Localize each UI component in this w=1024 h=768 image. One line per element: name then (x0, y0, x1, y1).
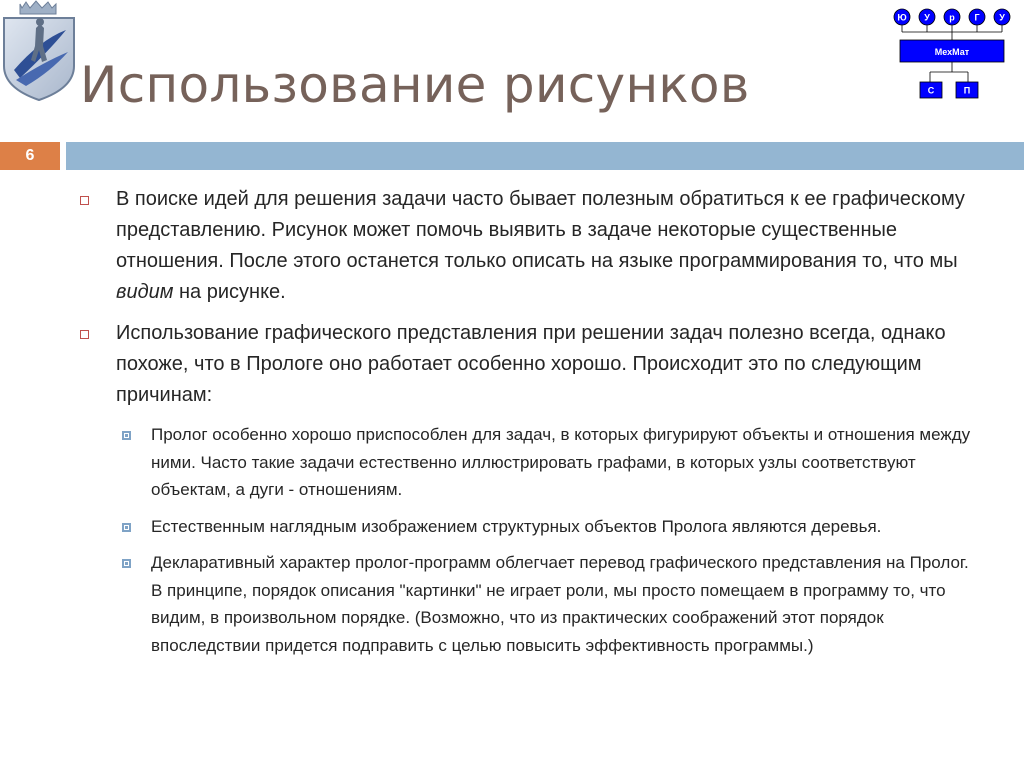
small-square-bullet-icon (122, 559, 131, 568)
tree-bottom-node-label: С (927, 85, 935, 96)
bullet-text: В поиске идей для решения задачи часто бывает полезным обратиться к ее графическому представлению. Рисунок может помочь выявить в задаче некоторые существенные отношения. После этого останется только описать на языке программирования то, что мы (116, 188, 965, 272)
slide-body (80, 184, 980, 668)
tree-bottom-node (956, 82, 978, 98)
tree-bottom-node-label: П (963, 85, 971, 96)
bullet-emphasis: видим (116, 281, 174, 303)
tree-center-node (900, 40, 1004, 62)
small-square-bullet-icon (122, 523, 131, 532)
tree-center-node-label: МехМат (934, 47, 970, 57)
sub-bullet-text: Естественным наглядным изображением структурных объектов Пролога являются деревья. (151, 516, 882, 536)
tree-top-node-label: Ю (897, 12, 907, 23)
tree-top-node (994, 9, 1010, 25)
slide-number-badge: 6 (0, 142, 60, 170)
bullet-item (80, 318, 980, 411)
tree-top-node (944, 9, 960, 25)
sub-bullet-item (80, 549, 980, 659)
tree-top-node (894, 9, 910, 25)
small-square-bullet-icon (122, 431, 131, 440)
bullet-text-end: на рисунке. (173, 281, 286, 303)
bullet-item (80, 184, 980, 308)
header-bar (66, 142, 1024, 170)
sub-bullet-text: Пролог особенно хорошо приспособлен для задач, в которых фигурируют объекты и отношения между ними. Часто такие задачи естественно иллюстрировать графами, в которых узлы соответствуют объектам, а дуги - отношениям. (151, 425, 971, 499)
bullet-text: Использование графического представления при решении задач полезно всегда, однако похоже, что в Прологе оно работает особенно хорошо. Происходит это по следующим причинам: (116, 322, 946, 406)
sub-bullet-item (80, 421, 980, 504)
tree-top-node-label: р (949, 12, 955, 23)
square-bullet-icon (80, 196, 89, 205)
tree-top-node-label: У (999, 12, 1005, 23)
tree-bottom-node (920, 82, 942, 98)
tree-top-node-label: Г (974, 12, 980, 23)
university-crest-logo (0, 0, 78, 104)
tree-top-node (969, 9, 985, 25)
slide-title: Использование рисунков (80, 56, 750, 114)
square-bullet-icon (80, 330, 89, 339)
sub-bullet-text: Декларативный характер пролог-программ облегчает перевод графического представления на Пролог. В принципе, порядок описания "картинки" не играет роли, мы просто помещаем в программу то, что видим, в произвольном порядке. (Возможно, что из практических соображений этот порядок впоследствии придется подправить с целью повысить эффективность программы.) (151, 553, 969, 655)
tree-top-node-label: У (924, 12, 930, 23)
tree-top-node (919, 9, 935, 25)
sub-bullet-item (80, 513, 980, 541)
mechmat-org-tree-logo (886, 6, 1020, 104)
